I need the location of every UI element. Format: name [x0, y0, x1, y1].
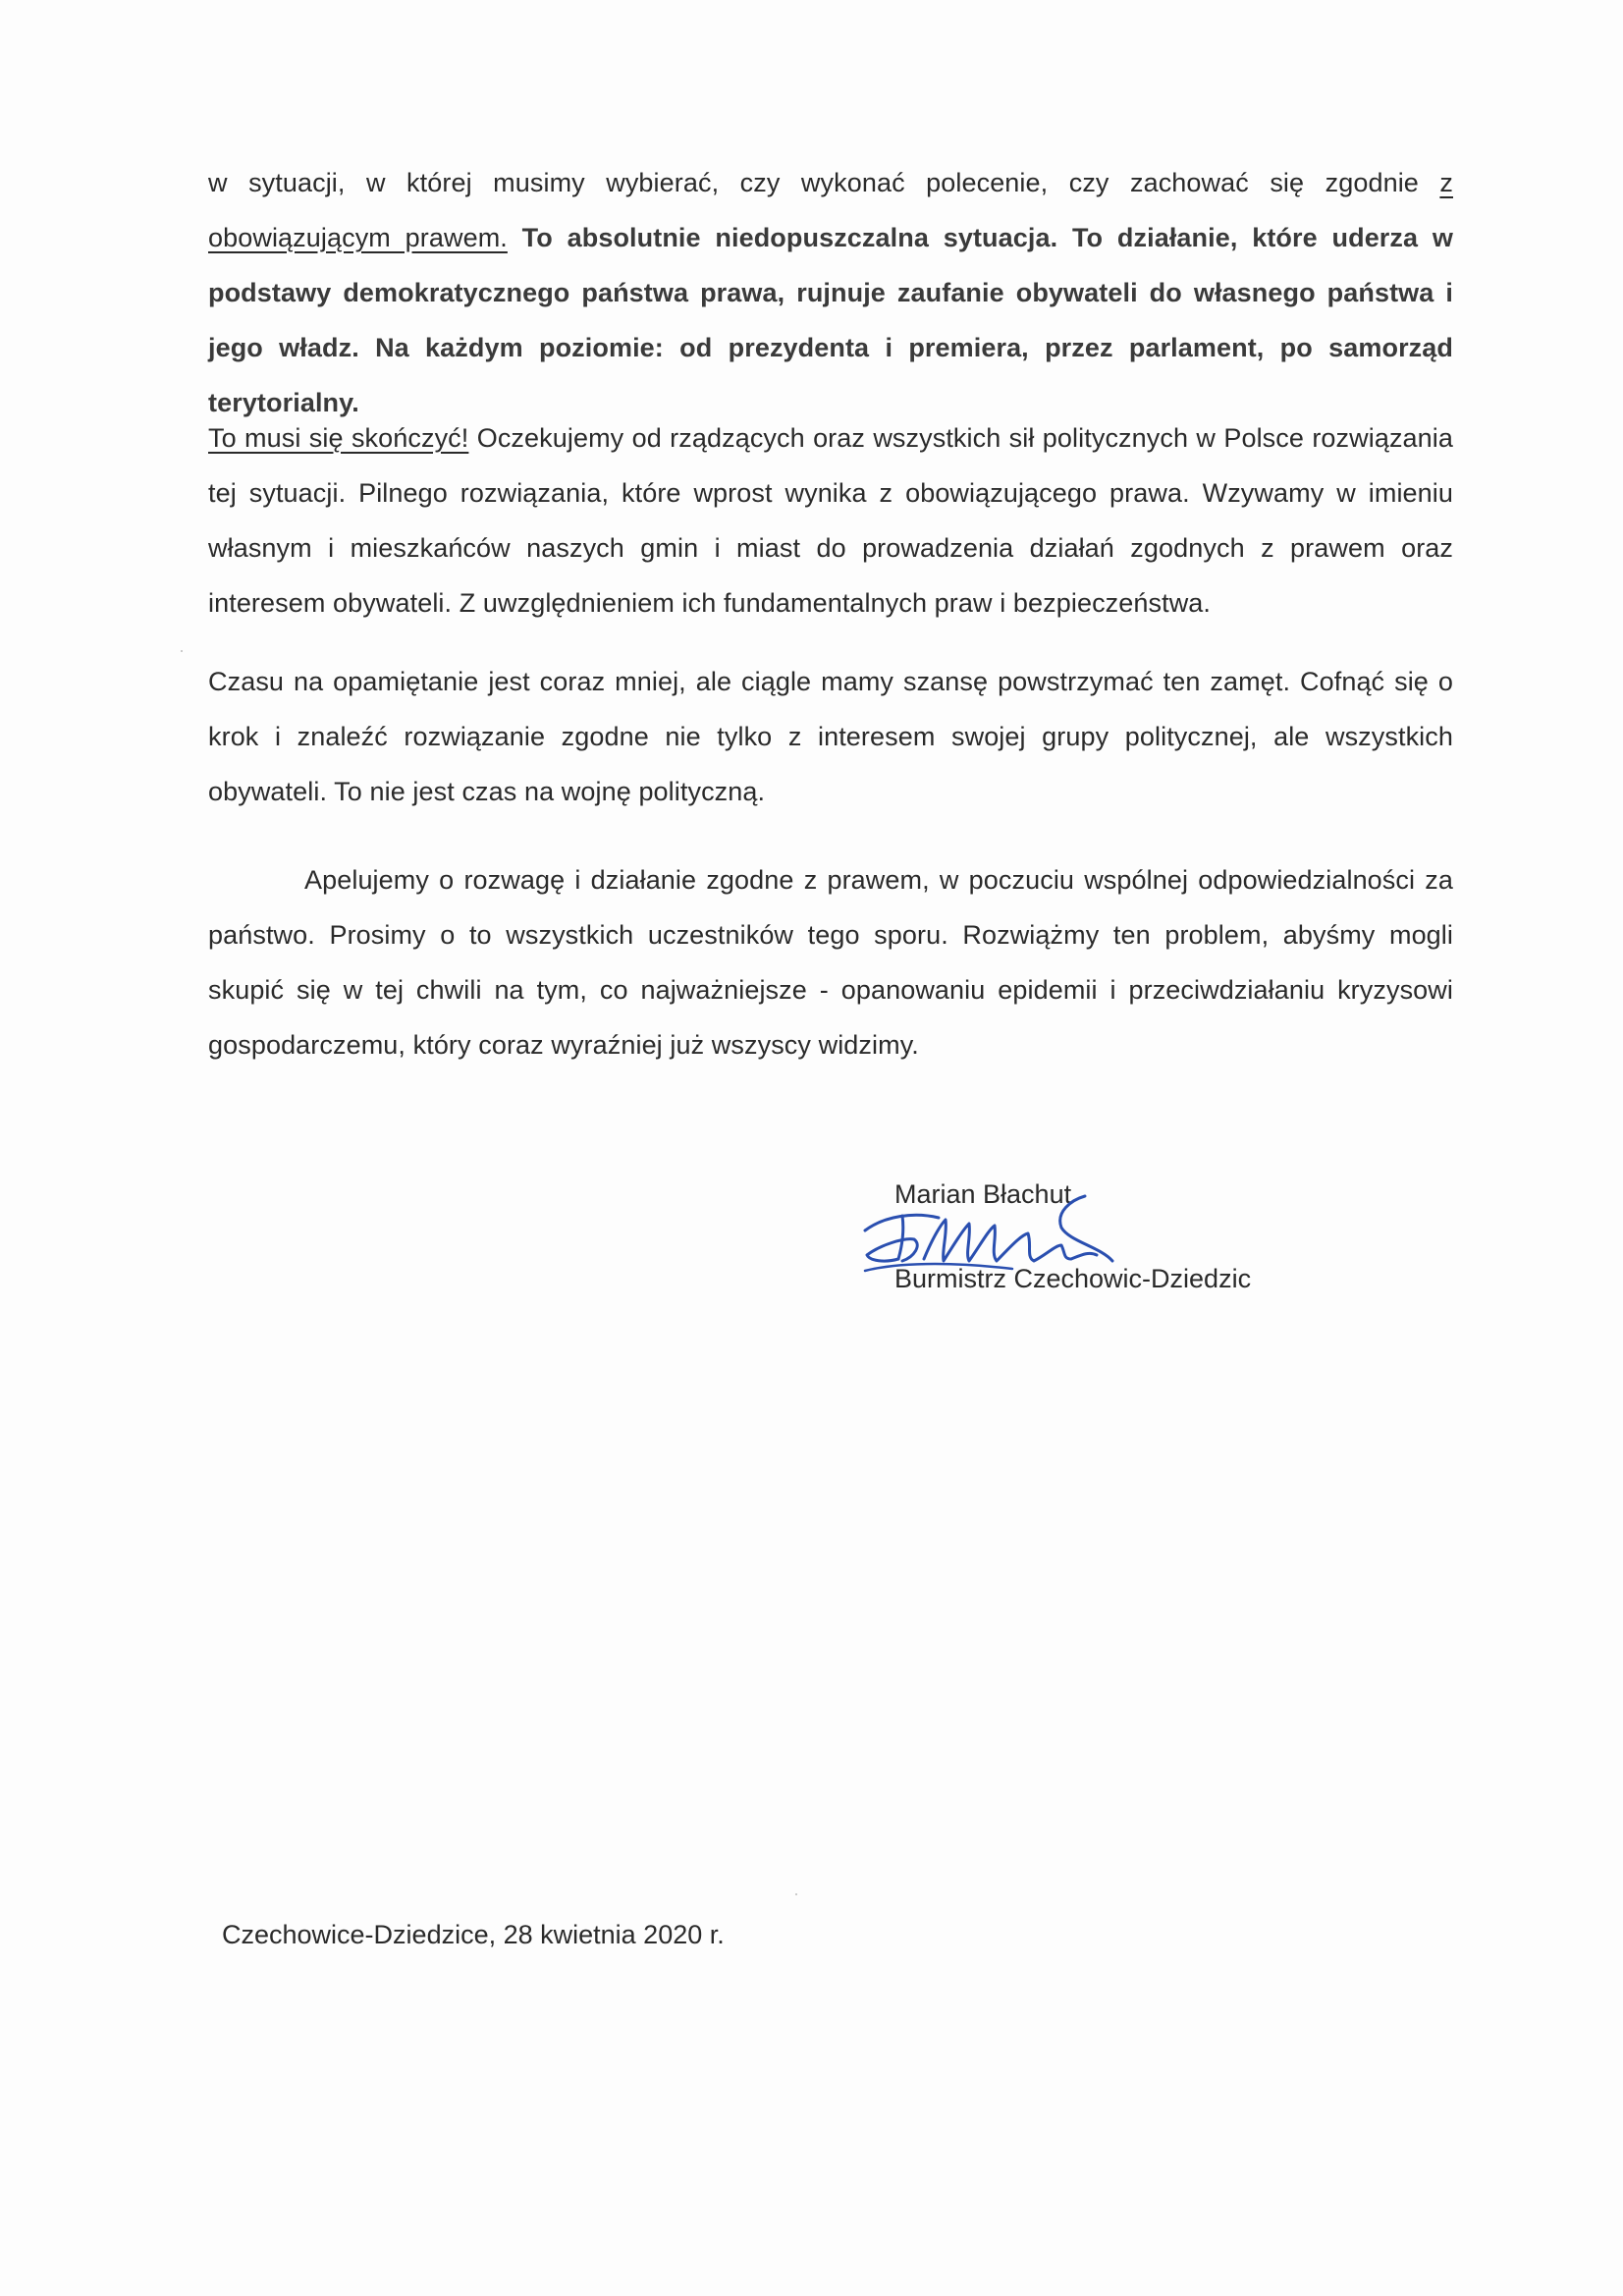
- paragraph-1-text: w sytuacji, w której musimy wybierać, czy wykonać polecenie, czy zachować się zgodnie: [208, 168, 1440, 197]
- signatory-name: Marian Błachut: [894, 1179, 1072, 1209]
- paragraph-1-bold: To absolutnie niedopuszczalna sytuacja. To działanie, które uderza w podstawy demokratycznego państwa prawa, rujnuje zaufanie obywateli do własnego państwa i jego władz. Na każdym poziomie: od prezydenta i premiera, przez parlament, po samorząd terytorialny.: [208, 223, 1454, 417]
- paragraph-1-underlined: z obowiązującym prawem.: [208, 168, 1453, 252]
- paragraph-3: Czasu na opamiętanie jest coraz mniej, ale ciągle mamy szansę powstrzymać ten zamęt. Cofnąć się o krok i znaleźć rozwiązanie zgodne nie tylko z interesem swojej grupy politycznej, ale wszystkich obywateli. To nie jest czas na wojnę polityczną.: [208, 667, 1453, 806]
- paragraph-2: [208, 410, 1453, 630]
- signatory-title: Burmistrz Czechowic-Dziedzic: [894, 1264, 1252, 1293]
- signature-block: [889, 1176, 1340, 1324]
- place-and-date: Czechowice-Dziedzice, 28 kwietnia 2020 r.: [222, 1920, 725, 1949]
- paragraph-4: Apelujemy o rozwagę i działanie zgodne z prawem, w poczuciu wspólnej odpowiedzialności za państwo. Prosimy o to wszystkich uczestników tego sporu. Rozwiążmy ten problem, abyśmy mogli skupić się w tej chwili na tym, co najważniejsze - opanowaniu epidemii i przeciwdziałaniu kryzysowi gospodarczemu, który coraz wyraźniej już wszyscy widzimy.: [208, 865, 1453, 1060]
- paragraph-2-underlined: To musi się skończyć!: [208, 423, 469, 453]
- paragraph-2-text: Oczekujemy od rządzących oraz wszystkich sił politycznych w Polsce rozwiązania tej sytuacji. Pilnego rozwiązania, które wprost wynika z obowiązującego prawa. Wzywamy w imieniu własnym i mieszkańców naszych gmin i miast do prowadzenia działań zgodnych z prawem oraz interesem obywateli. Z uwzględnieniem ich fundamentalnych praw i bezpieczeństwa.: [208, 423, 1453, 618]
- scan-speck: [795, 1893, 797, 1895]
- scan-speck: [181, 650, 183, 652]
- paragraph-1: [208, 155, 1453, 430]
